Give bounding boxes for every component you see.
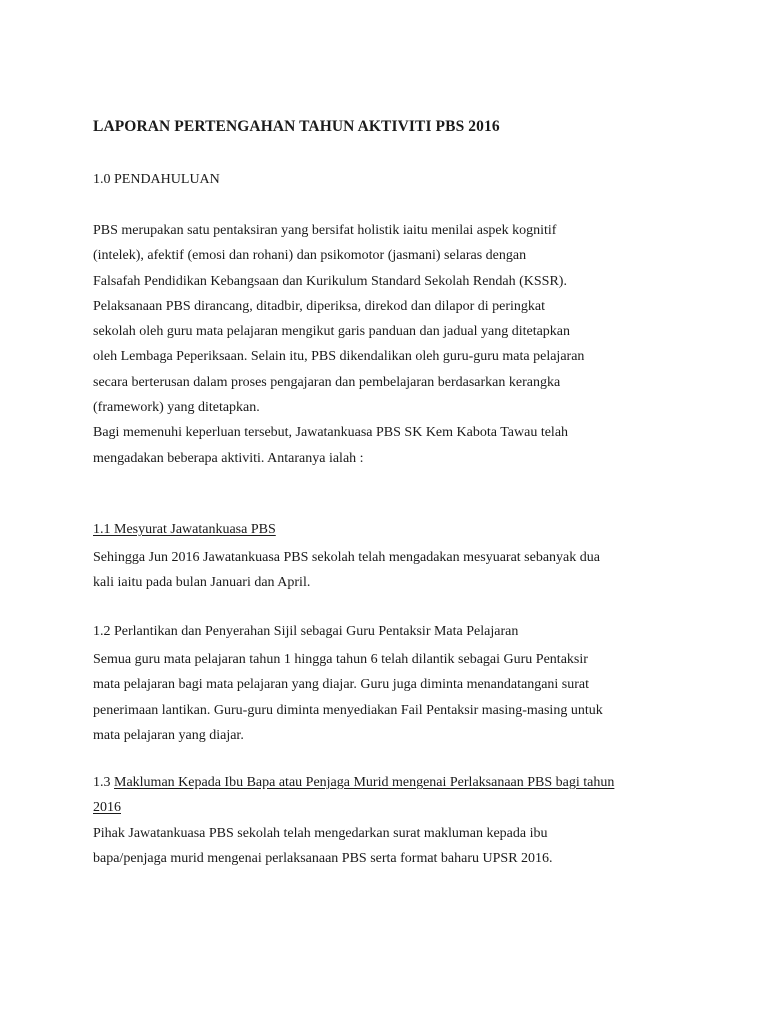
section-1-1-paragraph: [93, 545, 693, 596]
text-line: mata pelajaran yang diajar.: [93, 727, 244, 743]
text-line: mengadakan beberapa aktiviti. Antaranya ialah :: [93, 450, 364, 466]
text-line: Sehingga Jun 2016 Jawatankuasa PBS sekolah telah mengadakan mesyuarat sebanyak dua: [93, 550, 600, 565]
intro-paragraph: [93, 218, 693, 471]
section-title: Makluman Kepada Ibu Bapa atau Penjaga Murid mengenai Perlaksanaan PBS bagi tahun: [114, 775, 615, 790]
text-line: Pihak Jawatankuasa PBS sekolah telah mengedarkan surat makluman kepada ibu: [93, 826, 548, 841]
text-line: Bagi memenuhi keperluan tersebut, Jawatankuasa PBS SK Kem Kabota Tawau telah: [93, 425, 569, 441]
section-number: 1.3: [93, 775, 114, 790]
text-line: sekolah oleh guru mata pelajaran mengikut garis panduan dan jadual yang ditetapkan: [93, 324, 571, 340]
section-1-3-heading: [93, 775, 614, 791]
text-line: secara berterusan dalam proses pengajaran dan pembelajaran berdasarkan kerangka: [93, 374, 561, 390]
text-line: Pelaksanaan PBS dirancang, ditadbir, diperiksa, direkod dan dilapor di peringkat: [93, 298, 545, 314]
section-1-3-paragraph: [93, 821, 693, 872]
text-line: mata pelajaran bagi mata pelajaran yang diajar. Guru juga diminta menandatangani surat: [93, 677, 590, 693]
text-line: PBS merupakan satu pentaksiran yang bersifat holistik iaitu menilai aspek kognitif: [93, 223, 557, 238]
section-1-3-heading-cont: 2016: [93, 800, 121, 815]
text-line: kali iaitu pada bulan Januari dan April.: [93, 575, 311, 591]
section-1-1-heading: 1.1 Mesyurat Jawatankuasa PBS: [93, 522, 276, 537]
text-line: oleh Lembaga Peperiksaan. Selain itu, PBS dikendalikan oleh guru-guru mata pelajaran: [93, 349, 585, 365]
text-line: bapa/penjaga murid mengenai perlaksanaan PBS serta format baharu UPSR 2016.: [93, 851, 553, 867]
text-line: Semua guru mata pelajaran tahun 1 hingga tahun 6 telah dilantik sebagai Guru Pentaksir: [93, 652, 588, 667]
section-1-2-paragraph: [93, 647, 693, 748]
text-line: penerimaan lantikan. Guru-guru diminta menyediakan Fail Pentaksir masing-masing untuk: [93, 702, 603, 718]
intro-heading: 1.0 PENDAHULUAN: [93, 172, 220, 187]
document-title: LAPORAN PERTENGAHAN TAHUN AKTIVITI PBS 2016: [93, 118, 500, 135]
text-line: (intelek), afektif (emosi dan rohani) dan psikomotor (jasmani) selaras dengan: [93, 248, 527, 264]
text-line: Falsafah Pendidikan Kebangsaan dan Kurikulum Standard Sekolah Rendah (KSSR).: [93, 273, 567, 289]
text-line: (framework) yang ditetapkan.: [93, 400, 260, 416]
section-1-2-heading: 1.2 Perlantikan dan Penyerahan Sijil sebagai Guru Pentaksir Mata Pelajaran: [93, 624, 519, 639]
